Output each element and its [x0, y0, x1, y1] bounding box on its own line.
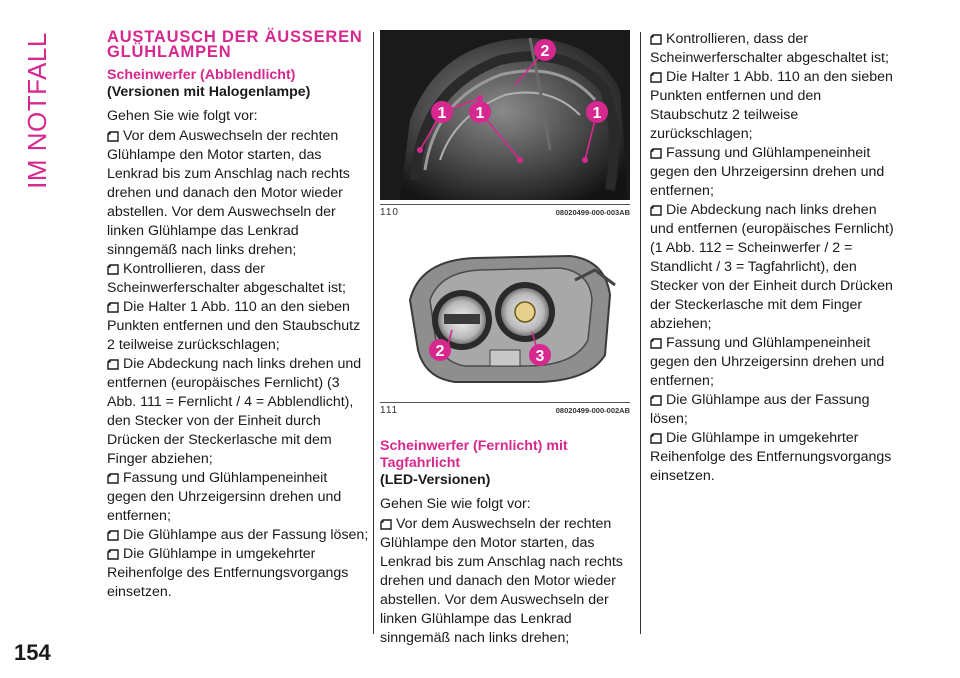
list-item	[380, 515, 630, 648]
arrow-bullet-icon	[650, 395, 662, 405]
intro-text: Gehen Sie wie folgt vor:	[107, 108, 258, 124]
step-list	[107, 127, 369, 602]
svg-text:1: 1	[437, 105, 447, 122]
arrow-bullet-icon	[650, 205, 662, 215]
arrow-bullet-icon	[650, 148, 662, 158]
step-text: Fassung und Glühlampeneinheit gegen den Uhrzeigersinn drehen und entfernen;	[107, 470, 342, 524]
figure-caption	[380, 402, 630, 416]
callout-badge	[529, 344, 551, 366]
callout-badge	[431, 101, 453, 123]
step-text: Fassung und Glühlampeneinheit gegen den Uhrzeigersinn drehen und entfernen;	[650, 145, 885, 199]
figure-number: 111	[380, 405, 399, 416]
list-item	[107, 260, 369, 298]
svg-text:1: 1	[475, 105, 485, 122]
sub-heading-high-beam: Scheinwerfer (Fernlicht) mit Tagfahrlicht	[380, 438, 568, 471]
list-item	[107, 127, 369, 260]
callout-badge	[469, 101, 491, 123]
list-item	[107, 355, 369, 469]
step-text: Fassung und Glühlampeneinheit gegen den Uhrzeigersinn drehen und entfernen;	[650, 335, 885, 389]
step-text: Die Glühlampe aus der Fassung lösen;	[650, 392, 870, 427]
figure-code: 08020499-000-003AB	[555, 208, 630, 217]
step-text: Die Abdeckung nach links drehen und entfernen (europäisches Fernlicht) (1 Abb. 112 = Scheinwerfer / 2 = Standlicht / 3 = Tagfahrlicht), den Stecker von der Einheit durch Drücken der Steckerlasche mit dem Finger abziehen;	[650, 202, 894, 332]
headlamp-rear-photo	[380, 30, 630, 200]
arrow-bullet-icon	[107, 302, 119, 312]
arrow-bullet-icon	[650, 72, 662, 82]
column-divider-2	[640, 32, 641, 634]
step-text: Die Glühlampe aus der Fassung lösen;	[123, 527, 369, 543]
step-text: Kontrollieren, dass der Scheinwerferschalter abgeschaltet ist;	[107, 261, 346, 296]
callout-badge	[586, 101, 608, 123]
callout-badge	[534, 39, 556, 61]
figure-111	[380, 240, 630, 416]
arrow-bullet-icon	[380, 519, 392, 529]
sub-heading-halogen: (Versionen mit Halogenlampe)	[107, 84, 311, 100]
list-item	[650, 144, 900, 201]
page-number: 154	[14, 640, 51, 665]
step-text: Vor dem Auswechseln der rechten Glühlampe den Motor starten, das Lenkrad bis zum Anschlag nach rechts drehen und danach den Motor wieder abstellen. Vor dem Auswechseln der linken Glühlampe das Lenkrad sinngemäß nach links drehen;	[380, 516, 623, 646]
intro-text: Gehen Sie wie folgt vor:	[380, 496, 531, 512]
arrow-bullet-icon	[107, 549, 119, 559]
svg-text:2: 2	[435, 343, 445, 360]
step-text: Die Abdeckung nach links drehen und entfernen (europäisches Fernlicht) (3 Abb. 111 = Fernlicht / 4 = Abblendlicht), den Stecker von der Einheit durch Drücken der Steckerlasche mit dem Finger abziehen;	[107, 356, 362, 467]
arrow-bullet-icon	[107, 131, 119, 141]
section-title: AUSTAUSCH DER ÄUSSEREN GLÜHLAMPEN	[107, 28, 363, 61]
figure-110	[380, 30, 630, 218]
step-text: Die Halter 1 Abb. 110 an den sieben Punkten entfernen und den Staubschutz 2 teilweise zurückschlagen;	[650, 69, 893, 142]
list-item	[650, 334, 900, 391]
arrow-bullet-icon	[107, 530, 119, 540]
callout-badge	[429, 339, 451, 361]
svg-text:1: 1	[592, 105, 602, 122]
list-item	[107, 545, 369, 602]
list-item	[650, 201, 900, 334]
figure-number: 110	[380, 207, 399, 218]
list-item	[650, 429, 900, 486]
list-item	[107, 526, 369, 545]
headlamp-unit-photo	[380, 240, 630, 398]
arrow-bullet-icon	[650, 433, 662, 443]
step-text: Die Halter 1 Abb. 110 an den sieben Punkten entfernen und den Staubschutz 2 teilweise zurückschlagen;	[107, 299, 361, 353]
column-divider-1	[373, 32, 374, 634]
side-section-label	[2, 30, 72, 190]
sub-heading-led: (LED-Versionen)	[380, 472, 491, 488]
arrow-bullet-icon	[107, 359, 119, 369]
list-item	[107, 469, 369, 526]
arrow-bullet-icon	[107, 473, 119, 483]
arrow-bullet-icon	[650, 34, 662, 44]
step-text: Kontrollieren, dass der Scheinwerferschalter abgeschaltet ist;	[650, 31, 889, 66]
list-item	[650, 30, 900, 68]
figure-caption	[380, 204, 630, 218]
side-section-label-text: IM NOTFALL	[21, 31, 52, 189]
figure-code: 08020499-000-002AB	[555, 406, 630, 415]
svg-text:3: 3	[535, 348, 545, 365]
arrow-bullet-icon	[107, 264, 119, 274]
list-item	[650, 391, 900, 429]
step-text: Die Glühlampe in umgekehrter Reihenfolge des Entfernungsvorgangs einsetzen.	[107, 546, 349, 600]
step-text: Die Glühlampe in umgekehrter Reihenfolge des Entfernungsvorgangs einsetzen.	[650, 430, 892, 484]
list-item	[107, 298, 369, 355]
list-item	[650, 68, 900, 144]
column-3	[650, 30, 900, 486]
svg-text:2: 2	[540, 43, 550, 60]
step-text: Vor dem Auswechseln der rechten Glühlampe den Motor starten, das Lenkrad bis zum Anschlag nach rechts drehen und danach den Motor wieder abstellen. Vor dem Auswechseln der linken Glühlampe das Lenkrad sinngemäß nach links drehen;	[107, 128, 350, 258]
arrow-bullet-icon	[650, 338, 662, 348]
column-1	[107, 30, 369, 602]
column-2	[380, 30, 630, 648]
sub-heading-low-beam: Scheinwerfer (Abblendlicht)	[107, 67, 296, 83]
